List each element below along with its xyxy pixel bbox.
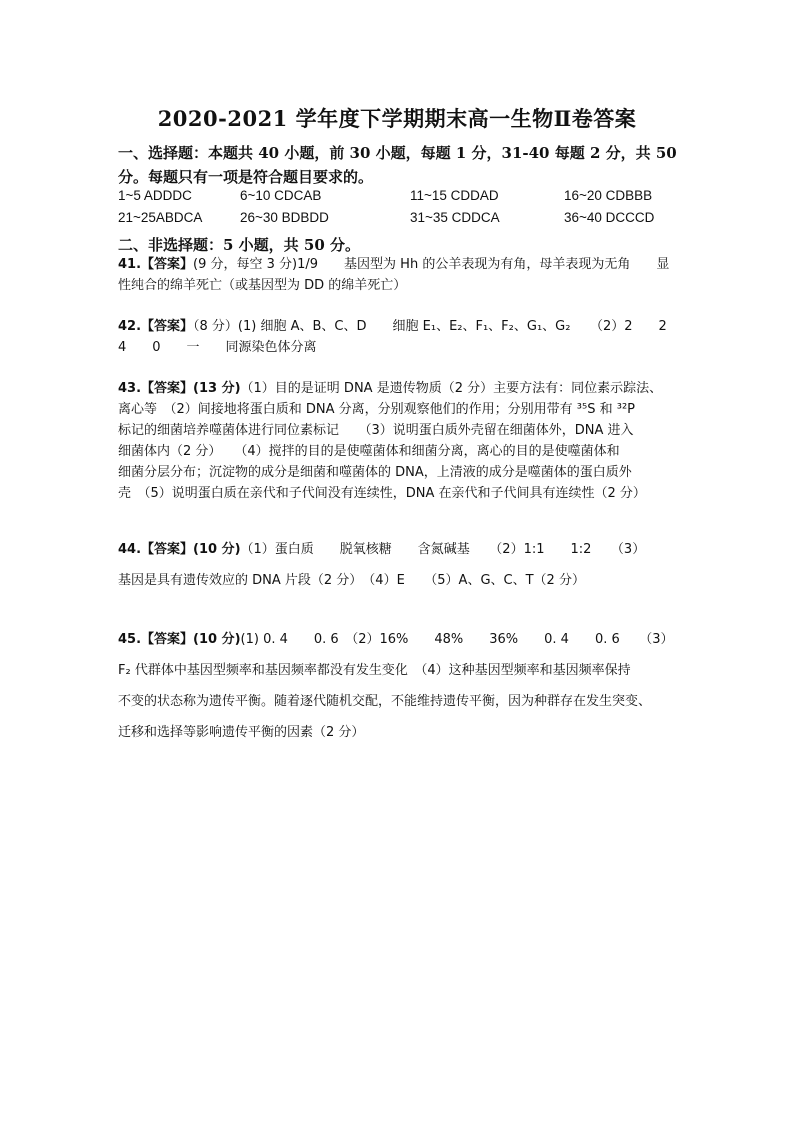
answer-text: 壳 （5）说明蛋白质在亲代和子代间没有连续性，DNA 在亲代和子代间具有连续性（2 分）	[118, 486, 646, 501]
choice-group: 36~40 DCCCD	[564, 210, 655, 225]
answer-text: （8 分）(1) 细胞 A、B、C、D 细胞 E₁、E₂、F₁、F₂、G₁、G₂ （2）2 2	[193, 319, 667, 334]
answer-44	[118, 534, 688, 596]
answer-41	[118, 254, 688, 296]
choice-group: 26~30 BDBDD	[240, 210, 329, 225]
answer-text: 基因是具有遗传效应的 DNA 片段（2 分） （4）E （5）A、G、C、T（2 分）	[118, 573, 585, 588]
answer-label: 45.【答案】	[118, 632, 194, 647]
answer-text: 4 0 一 同源染色体分离	[118, 340, 317, 355]
answer-text: （1）目的是证明 DNA 是遗传物质（2 分）主要方法有：同位素示踪法、	[240, 381, 663, 396]
choice-group: 16~20 CDBBB	[564, 188, 653, 203]
answer-score: (10 分)	[193, 632, 241, 647]
choice-group: 21~25ABDCA	[118, 210, 203, 225]
choice-row-1	[118, 188, 688, 210]
choice-answer-grid	[118, 188, 688, 232]
choice-row-2	[118, 210, 688, 232]
answer-label: 44.【答案】	[118, 542, 194, 557]
answer-43	[118, 378, 688, 504]
choice-group: 31~35 CDDCA	[410, 210, 500, 225]
document-title: 2020-2021 学年度下学期期末高一生物Ⅱ卷答案	[157, 106, 637, 131]
section1-heading-line2: 分。每题只有一项是符合题目要求的。	[118, 168, 374, 186]
choice-group: 11~15 CDDAD	[410, 188, 499, 203]
answer-42	[118, 316, 688, 358]
answer-text: 迁移和选择等影响遗传平衡的因素（2 分）	[118, 725, 365, 740]
choice-group: 6~10 CDCAB	[240, 188, 322, 203]
answer-text: 离心等 （2）间接地将蛋白质和 DNA 分离，分别观察他们的作用；分别用带有 ³⁵S 和 ³²P	[118, 402, 635, 417]
choice-group: 1~5 ADDDC	[118, 188, 192, 203]
answer-label: 42.【答案】	[118, 319, 194, 334]
answer-label: 43.【答案】	[118, 381, 194, 396]
answer-45	[118, 624, 688, 748]
section1-heading-line1: 一、选择题：本题共 40 小题，前 30 小题，每题 1 分，31-40 每题 2 分，共 50	[118, 144, 677, 162]
answer-text: (9 分，每空 3 分)1/9 基因型为 Hh 的公羊表现为有角，母羊表现为无角 显	[193, 257, 670, 272]
answer-text: F₂ 代群体中基因型频率和基因频率都没有发生变化 （4）这种基因型频率和基因频率保持	[118, 663, 631, 678]
answer-text: 不变的状态称为遗传平衡。随着逐代随机交配，不能维持遗传平衡，因为种群存在发生突变、	[118, 694, 652, 709]
answer-text: 性纯合的绵羊死亡（或基因型为 DD 的绵羊死亡）	[118, 278, 407, 293]
answer-text: 标记的细菌培养噬菌体进行同位素标记 （3）说明蛋白质外壳留在细菌体外，DNA 进入	[118, 423, 634, 438]
answer-score: (13 分)	[193, 381, 241, 396]
answer-text: 细菌分层分布；沉淀物的成分是细菌和噬菌体的 DNA，上清液的成分是噬菌体的蛋白质外	[118, 465, 632, 480]
answer-text: (1) 0. 4 0. 6 （2）16% 48% 36% 0. 4 0. 6 （3）	[240, 632, 674, 647]
section1-heading	[118, 141, 688, 189]
answer-text: 细菌体内（2 分） （4）搅拌的目的是使噬菌体和细菌分离，离心的目的是使噬菌体和	[118, 444, 620, 459]
answer-text: （1）蛋白质 脱氧核糖 含氮碱基 （2）1:1 1:2 （3）	[240, 542, 646, 557]
section2-heading: 二、非选择题：5 小题，共 50 分。	[118, 236, 360, 254]
answer-score: (10 分)	[193, 542, 241, 557]
answer-label: 41.【答案】	[118, 257, 194, 272]
